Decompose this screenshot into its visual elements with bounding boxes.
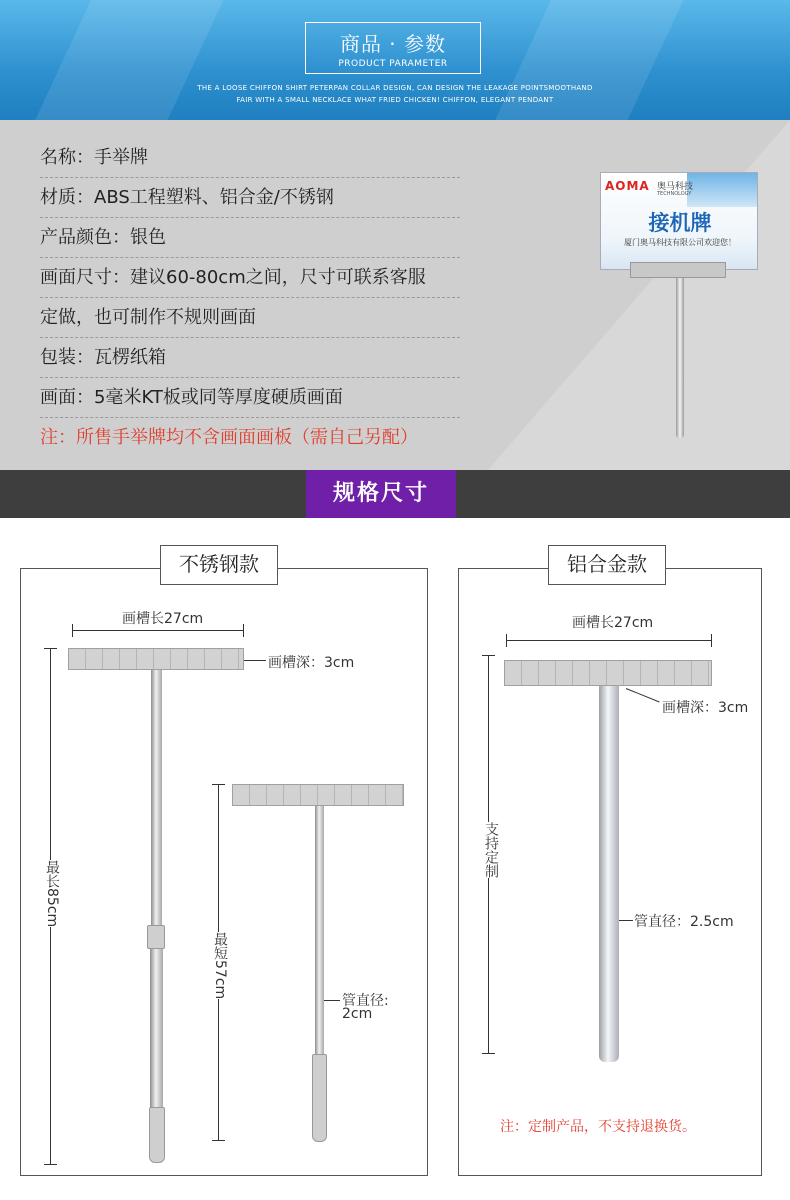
section-title-box xyxy=(305,22,481,74)
stainless-groove-short xyxy=(232,784,404,806)
dimension-tick xyxy=(482,655,495,656)
aluminum-groove-length: 画槽长27cm xyxy=(572,615,654,631)
stainless-groove-depth: 画槽深：3cm xyxy=(268,655,355,671)
leader-line xyxy=(324,1000,340,1001)
stainless-pole-upper xyxy=(151,670,162,928)
dimension-tick xyxy=(72,624,73,637)
param-color: 产品颜色：银色 xyxy=(40,218,460,258)
pole-handle xyxy=(149,1107,165,1163)
sign-big-text: 接机牌 xyxy=(648,211,712,235)
pole-joint xyxy=(147,925,165,949)
stainless-max-length: 最长85cm xyxy=(44,860,60,928)
aluminum-label: 铝合金款 xyxy=(548,545,666,585)
brand-name-en: TECHNOLOGY xyxy=(657,191,692,197)
param-size: 画面尺寸：建议60-80cm之间，尺寸可联系客服 xyxy=(40,258,460,298)
dimension-tick xyxy=(506,634,507,647)
stainless-pole-short xyxy=(315,806,324,1056)
aluminum-pole xyxy=(599,686,619,1062)
stainless-tube-dia-label: 管直径: xyxy=(342,993,389,1009)
param-note: 注：所售手举牌均不含画面画板（需自己另配） xyxy=(40,427,418,448)
section-subtitle: PRODUCT PARAMETER xyxy=(338,59,448,69)
tagline-line-2: FAIR WITH A SMALL NECKLACE WHAT FRIED CHICKEN! CHIFFON, ELEGANT PENDANT xyxy=(236,96,554,104)
stainless-pole-lower xyxy=(150,949,163,1109)
param-packaging: 包装：瓦楞纸箱 xyxy=(40,338,460,378)
param-board: 画面：5毫米KT板或同等厚度硬质画面 xyxy=(40,378,460,418)
sign-pole xyxy=(676,278,684,438)
param-size-custom: 定做，也可制作不规则画面 xyxy=(40,298,460,338)
tagline-line-1: THE A LOOSE CHIFFON SHIRT PETERPAN COLLAR DESIGN, CAN DESIGN THE LEAKAGE POINTSMOOTHAND xyxy=(197,84,593,92)
brand-name-cn: 奥马科技 xyxy=(657,182,694,192)
dimension-tick xyxy=(44,1164,57,1165)
dimension-line xyxy=(506,640,712,641)
stainless-tube-dia-value: 2cm xyxy=(342,1006,373,1022)
stainless-groove-long xyxy=(68,648,244,670)
header-banner xyxy=(0,0,790,120)
stainless-label: 不锈钢款 xyxy=(160,545,278,585)
leader-line xyxy=(244,660,266,661)
dimension-tick xyxy=(711,634,712,647)
param-name: 名称：手举牌 xyxy=(40,138,460,178)
dimension-tick xyxy=(212,1140,225,1141)
aluminum-custom-text: 支持定制 xyxy=(483,822,499,878)
param-material: 材质：ABS工程塑料、铝合金/不锈钢 xyxy=(40,178,460,218)
dimension-tick xyxy=(482,1053,495,1054)
specs-title: 规格尺寸 xyxy=(306,470,456,518)
dimension-line xyxy=(72,630,244,631)
sign-groove xyxy=(630,262,726,278)
dimension-tick xyxy=(243,624,244,637)
dimension-tick xyxy=(212,784,225,785)
sign-small-text: 厦门奥马科技有限公司欢迎您！ xyxy=(624,238,736,247)
dimension-tick xyxy=(44,648,57,649)
stainless-min-length: 最短57cm xyxy=(212,932,228,1000)
aluminum-custom-note: 注：定制产品，不支持退换货。 xyxy=(500,1119,696,1135)
aluminum-tube-dia: 管直径：2.5cm xyxy=(634,914,734,930)
stainless-groove-length: 画槽长27cm xyxy=(122,611,204,627)
pole-handle-short xyxy=(312,1054,327,1142)
sky-graphic xyxy=(687,173,757,207)
aluminum-groove-depth: 画槽深：3cm xyxy=(662,700,749,716)
aluminum-groove xyxy=(504,660,712,686)
leader-line xyxy=(619,920,633,921)
section-title: 商品 · 参数 xyxy=(339,32,447,56)
brand-logo: AOMA xyxy=(605,179,650,193)
sign-board-image xyxy=(600,172,758,270)
